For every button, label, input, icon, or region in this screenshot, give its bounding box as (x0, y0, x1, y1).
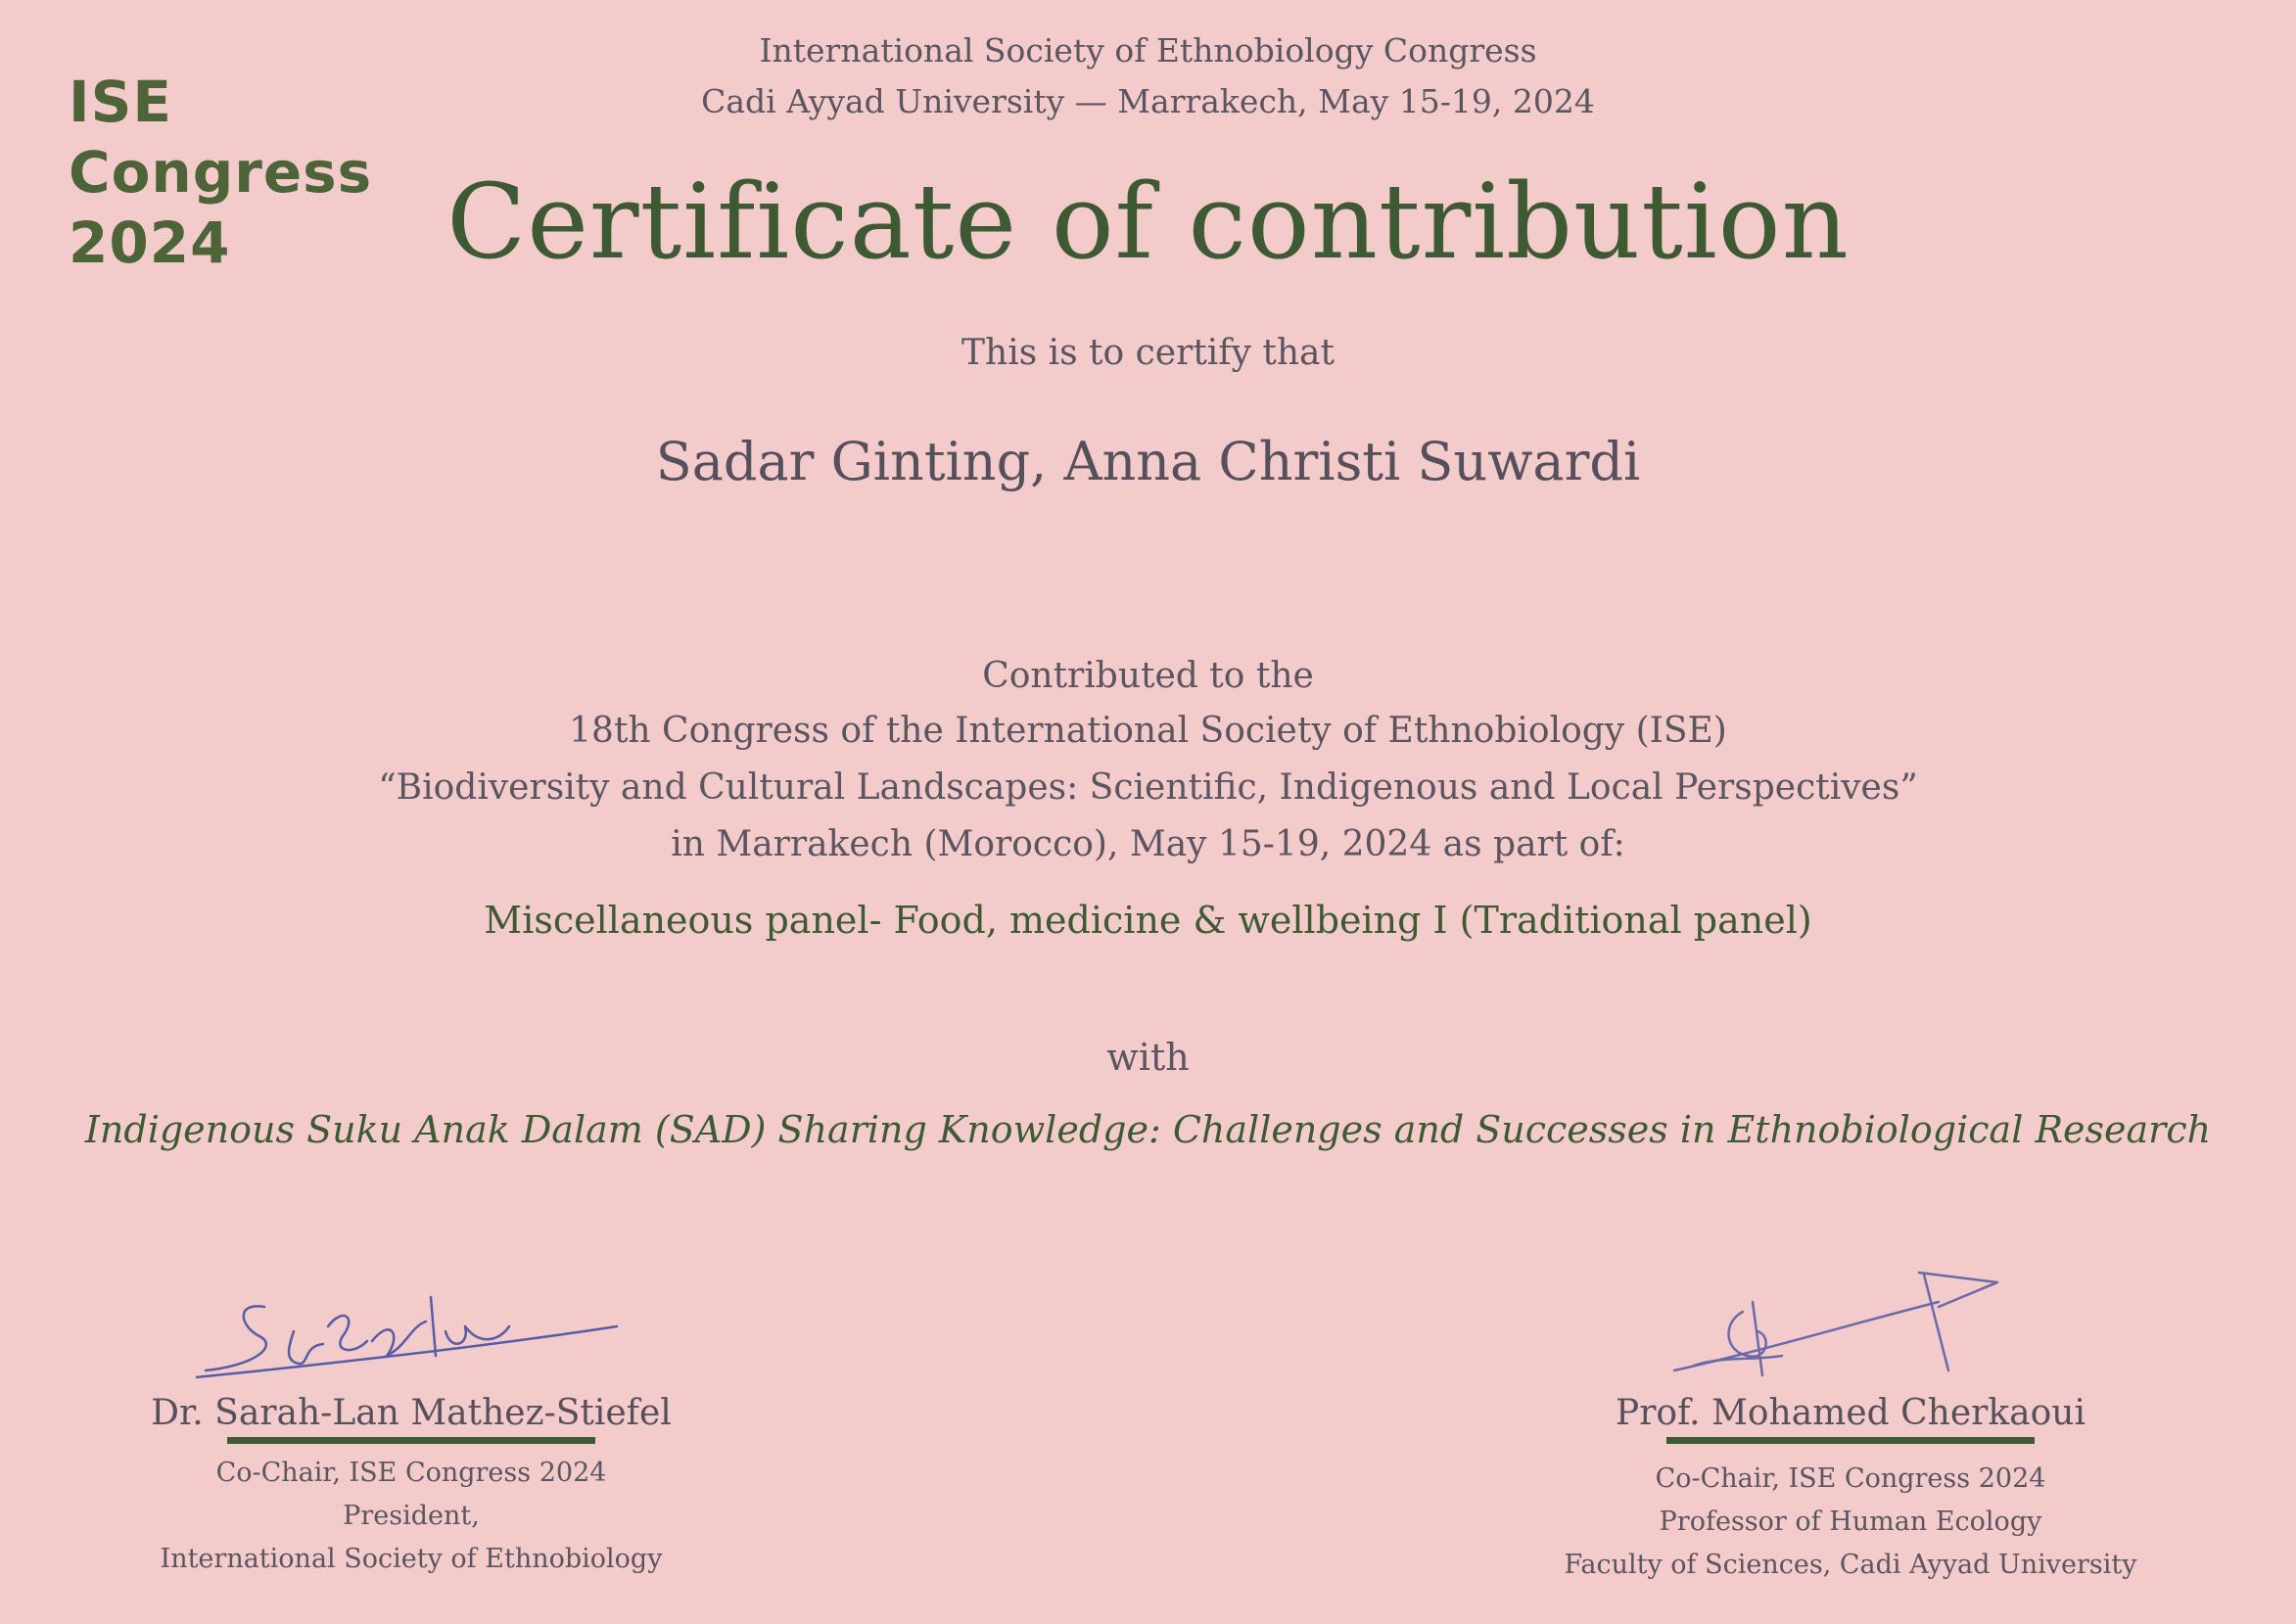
left-signature-rule (227, 1437, 595, 1444)
panel-name: Miscellaneous panel- Food, medicine & wellbeing I (Traditional panel) (484, 899, 1812, 942)
logo-line-year: 2024 (69, 209, 231, 276)
contribution-intro: Contributed to the (982, 656, 1314, 696)
left-signatory-name: Dr. Sarah-Lan Mathez-Stiefel (151, 1393, 672, 1433)
right-signatory-role-3: Faculty of Sciences, Cadi Ayyad University (1564, 1550, 2137, 1580)
work-title: Indigenous Suku Anak Dalam (SAD) Sharing Knowledge: Challenges and Successes in Ethnobiological Research (84, 1108, 2212, 1151)
right-signature-rule (1666, 1437, 2035, 1444)
header-line-society: International Society of Ethnobiology Congress (759, 31, 1537, 70)
right-signatory-role-2: Professor of Human Ecology (1659, 1507, 2042, 1537)
right-signatory-role-1: Co-Chair, ISE Congress 2024 (1655, 1463, 2046, 1494)
recipient-names: Sadar Ginting, Anna Christi Suwardi (655, 431, 1641, 492)
left-signatory-role-1: Co-Chair, ISE Congress 2024 (215, 1458, 607, 1488)
congress-theme: “Biodiversity and Cultural Landscapes: Scientific, Indigenous and Local Perspectives” (378, 767, 1918, 808)
with-text: with (1106, 1036, 1190, 1079)
certify-text: This is to certify that (961, 333, 1335, 373)
right-signatory (1557, 1393, 2144, 1587)
left-signatory (147, 1393, 676, 1581)
header-line-venue: Cadi Ayyad University — Marrakech, May 15-19, 2024 (701, 82, 1595, 120)
certificate-title: Certificate of contribution (446, 162, 1850, 282)
left-signatory-role-2: President, (343, 1501, 480, 1531)
logo-line-ise: ISE (69, 69, 172, 135)
congress-location-date: in Marrakech (Morocco), May 15-19, 2024 as part of: (671, 824, 1625, 864)
right-signatory-name: Prof. Mohamed Cherkaoui (1615, 1393, 2086, 1433)
right-signature-image (1664, 1263, 2017, 1390)
logo-line-congress: Congress (69, 139, 373, 206)
left-signature-image (196, 1287, 627, 1385)
left-signatory-role-3: International Society of Ethnobiology (160, 1544, 663, 1574)
congress-name: 18th Congress of the International Society of Ethnobiology (ISE) (569, 711, 1727, 751)
